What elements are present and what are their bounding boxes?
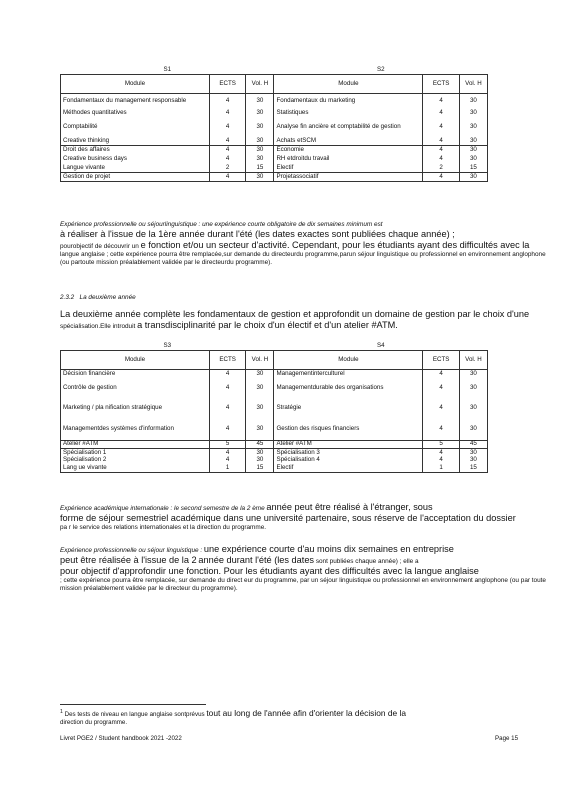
vol-cell: 30 — [246, 155, 274, 164]
page-footer-title: Livret PGE2 / Student handbook 2021 -2022 — [60, 735, 182, 742]
module-cell: RH etdroitdu travail — [274, 155, 423, 164]
ects-cell: 4 — [209, 457, 245, 465]
vol-cell: 30 — [459, 108, 487, 119]
module-cell: Gestion de projet — [61, 173, 210, 182]
paragraph-line: année peut être réalisé à l'étranger, sous — [266, 502, 433, 512]
paragraph-line: à réaliser à l'issue de la 1ère année durant l'été (les dates exactes sont publiées chaque année) ; — [60, 229, 455, 239]
header-row — [61, 75, 488, 94]
ects-cell: 4 — [209, 379, 245, 399]
table-row — [61, 399, 488, 419]
vol-cell: 45 — [459, 441, 487, 449]
ects-cell: 4 — [423, 108, 459, 119]
module-cell: Electif — [274, 164, 423, 173]
header-ects: ECTS — [423, 75, 459, 94]
module-cell: Projetassociatif — [274, 173, 423, 182]
footnote-divider — [60, 704, 206, 705]
ects-cell: 4 — [209, 419, 245, 441]
module-cell: Managementdes systèmes d'information — [61, 419, 210, 441]
vol-cell: 15 — [246, 164, 274, 173]
semester-label-right: S4 — [376, 341, 385, 349]
ects-cell: 4 — [423, 457, 459, 465]
semester-label-left: S1 — [163, 65, 172, 73]
header-ects: ECTS — [209, 351, 245, 370]
ects-cell: 4 — [423, 173, 459, 182]
paragraph-line: ; cette expérience pourra être remplacée, sur demande du direct eur du programme, par un séjour linguistique ou professionnel en environnement anglophone (ou par toute mission préalablement validée par le directeur du programme). — [60, 577, 546, 593]
module-cell: Lang ue vivante — [61, 465, 210, 473]
ects-cell: 4 — [423, 370, 459, 379]
table-row — [61, 108, 488, 119]
ects-cell: 2 — [423, 164, 459, 173]
vol-cell: 30 — [246, 370, 274, 379]
ects-cell: 4 — [209, 94, 245, 108]
table-row — [61, 465, 488, 473]
module-cell: Méthodes quantitatives — [61, 108, 210, 119]
vol-cell: 30 — [246, 173, 274, 182]
module-cell: Fondamentaux du marketing — [274, 94, 423, 108]
ects-cell: 4 — [209, 399, 245, 419]
header-vol: Vol. H — [246, 351, 274, 370]
module-cell: Managementdurable des organisations — [274, 379, 423, 399]
module-cell: Analyse fin ancière et comptabilité de gestion — [274, 119, 423, 137]
vol-cell: 30 — [246, 94, 274, 108]
paragraph-line: La deuxième année complète les fondamentaux de gestion et approfondit un domaine de gestion par le choix d'une — [60, 309, 530, 319]
ects-cell: 4 — [423, 146, 459, 155]
vol-cell: 30 — [246, 399, 274, 419]
module-cell: Spécialisation 3 — [274, 449, 423, 457]
vol-cell: 30 — [246, 449, 274, 457]
table-row — [61, 173, 488, 182]
ects-cell: 5 — [423, 441, 459, 449]
header-ects: ECTS — [423, 351, 459, 370]
module-cell: Contrôle de gestion — [61, 379, 210, 399]
vol-cell: 30 — [459, 94, 487, 108]
module-cell: Electif — [274, 465, 423, 473]
vol-cell: 30 — [246, 146, 274, 155]
paragraph-line: année durant l'été (les dates — [198, 555, 315, 566]
header-module: Module — [61, 351, 210, 370]
vol-cell: 30 — [459, 419, 487, 441]
table-row — [61, 146, 488, 155]
module-cell: Droit des affaires — [61, 146, 210, 155]
module-cell: Spécialisation 4 — [274, 457, 423, 465]
table-row — [61, 419, 488, 441]
table-row — [61, 94, 488, 108]
paragraph-line: Expérience professionnelle ou séjour linguistique : — [60, 547, 203, 554]
header-vol: Vol. H — [459, 351, 487, 370]
vol-cell: 30 — [459, 379, 487, 399]
table-row — [61, 164, 488, 173]
module-cell: Spécialisation 2 — [61, 457, 210, 465]
table-row — [61, 457, 488, 465]
paragraph-line: forme de séjour semestriel académique dans une université partenaire, sous réserve de l'acceptation du dossier — [60, 513, 516, 524]
module-cell: Stratégie — [274, 399, 423, 419]
module-cell: Fondamentaux du management responsable — [61, 94, 210, 108]
ects-cell: 1 — [423, 465, 459, 473]
ects-cell: 4 — [423, 137, 459, 146]
vol-cell: 15 — [246, 465, 274, 473]
module-cell: Atelier #ATM — [61, 441, 210, 449]
table-row — [61, 449, 488, 457]
paragraph-second-year — [60, 309, 552, 331]
paragraph-line: Expérience professionnelle ou séjourlinguistique : une expérience courte obligatoire de dix semaines minimum est — [60, 221, 383, 228]
table-row — [61, 155, 488, 164]
section-title: La deuxième année — [79, 294, 136, 301]
paragraph-experience-year1 — [60, 221, 552, 267]
paragraph-line: une expérience courte d'au moins dix semaines en entreprise — [203, 544, 454, 554]
section-heading — [60, 294, 136, 301]
module-cell: Gestion des risques financiers — [274, 419, 423, 441]
ects-cell: 4 — [423, 94, 459, 108]
header-vol: Vol. H — [246, 75, 274, 94]
vol-cell: 15 — [459, 164, 487, 173]
paragraph-line: pourobjectif de découvrir un — [60, 243, 139, 251]
paragraph-line: langue anglaise ; cette expérience pourra être remplacée,sur demande du directeurdu programme,parun séjour linguistique ou professionnel en environnement anglophone (ou partoute mission préalablement validée par le directeurdu programme). — [60, 251, 546, 267]
ects-cell: 4 — [209, 108, 245, 119]
table-year1 — [60, 66, 488, 182]
footnote — [60, 708, 530, 727]
paragraph-line: spécialisation.Elle introduit — [60, 323, 136, 331]
ects-cell: 1 — [209, 465, 245, 473]
paragraph-line: pour objectif d'approfondir une fonction. Pour les étudiants ayant des difficultés avec la langue anglaise — [60, 566, 479, 577]
ects-cell: 5 — [209, 441, 245, 449]
module-cell: Statistiques — [274, 108, 423, 119]
module-cell: Creative business days — [61, 155, 210, 164]
semester-row — [61, 66, 488, 75]
vol-cell: 30 — [246, 419, 274, 441]
semester-label-right: S2 — [376, 65, 385, 73]
footnote-text: direction du programme. — [60, 719, 128, 727]
ects-cell: 4 — [209, 119, 245, 137]
table-row — [61, 379, 488, 399]
table-row — [61, 119, 488, 137]
semester-row — [61, 342, 488, 351]
vol-cell: 30 — [459, 399, 487, 419]
module-cell: Atelier #ATM — [274, 441, 423, 449]
vol-cell: 30 — [246, 457, 274, 465]
semester-label-left: S3 — [163, 341, 172, 349]
footnote-mark: 1 — [60, 708, 63, 715]
module-cell: Langue vivante — [61, 164, 210, 173]
vol-cell: 30 — [459, 137, 487, 146]
ects-cell: 4 — [423, 155, 459, 164]
module-cell: Economie — [274, 146, 423, 155]
paragraph-line: pa r le service des relations internationales et la direction du programme. — [60, 524, 267, 532]
ects-cell: 4 — [423, 449, 459, 457]
vol-cell: 30 — [459, 457, 487, 465]
vol-cell: 15 — [459, 465, 487, 473]
ects-cell: 4 — [209, 146, 245, 155]
footnote-text: Des tests de niveau en langue anglaise sontprévus — [64, 711, 205, 718]
ects-cell: 4 — [423, 399, 459, 419]
ects-cell: 4 — [423, 379, 459, 399]
module-cell: Achats etSCM — [274, 137, 423, 146]
page-number: Page 15 — [495, 735, 519, 742]
vol-cell: 30 — [459, 370, 487, 379]
vol-cell: 30 — [246, 119, 274, 137]
paragraph-experience-year2 — [60, 544, 552, 593]
vol-cell: 30 — [246, 379, 274, 399]
paragraph-line: Expérience académique internationale : le second semestre de la 2 ème — [60, 505, 265, 512]
module-cell: Creative thinking — [61, 137, 210, 146]
ects-cell: 4 — [423, 419, 459, 441]
module-cell: Comptabilité — [61, 119, 210, 137]
vol-cell: 45 — [246, 441, 274, 449]
paragraph-line: a transdisciplinarité par le choix d'un électif et d'un atelier #ATM. — [137, 320, 398, 331]
vol-cell: 30 — [459, 449, 487, 457]
vol-cell: 30 — [459, 146, 487, 155]
paragraph-line: sont publiées chaque année) ; elle a — [315, 558, 419, 566]
paragraph-international — [60, 502, 552, 532]
module-cell: Décision financière — [61, 370, 210, 379]
ects-cell: 4 — [423, 119, 459, 137]
header-module: Module — [274, 75, 423, 94]
ects-cell: 4 — [209, 449, 245, 457]
paragraph-line: e fonction et/ou un secteur d'activité. Cependant, pour les étudiants ayant des difficultés avec la — [140, 240, 530, 251]
header-ects: ECTS — [209, 75, 245, 94]
header-row — [61, 351, 488, 370]
ects-cell: 4 — [209, 155, 245, 164]
ects-cell: 4 — [209, 173, 245, 182]
section-number: 2.3.2 — [60, 294, 75, 301]
module-cell: Spécialisation 1 — [61, 449, 210, 457]
vol-cell: 30 — [246, 137, 274, 146]
table-row — [61, 137, 488, 146]
vol-cell: 30 — [459, 119, 487, 137]
ects-cell: 2 — [209, 164, 245, 173]
vol-cell: 30 — [246, 108, 274, 119]
header-module: Module — [274, 351, 423, 370]
table-row — [61, 441, 488, 449]
header-vol: Vol. H — [459, 75, 487, 94]
vol-cell: 30 — [459, 155, 487, 164]
ects-cell: 4 — [209, 137, 245, 146]
header-module: Module — [61, 75, 210, 94]
footnote-text: tout au long de l'année afin d'orienter la décision de la — [206, 708, 407, 718]
ects-cell: 4 — [209, 370, 245, 379]
table-year2 — [60, 342, 488, 473]
module-cell: Managementinterculturel — [274, 370, 423, 379]
table-row — [61, 370, 488, 379]
module-cell: Marketing / pla nification stratégique — [61, 399, 210, 419]
paragraph-line: peut être réalisée à l'issue de la 2 — [60, 555, 197, 566]
vol-cell: 30 — [459, 173, 487, 182]
